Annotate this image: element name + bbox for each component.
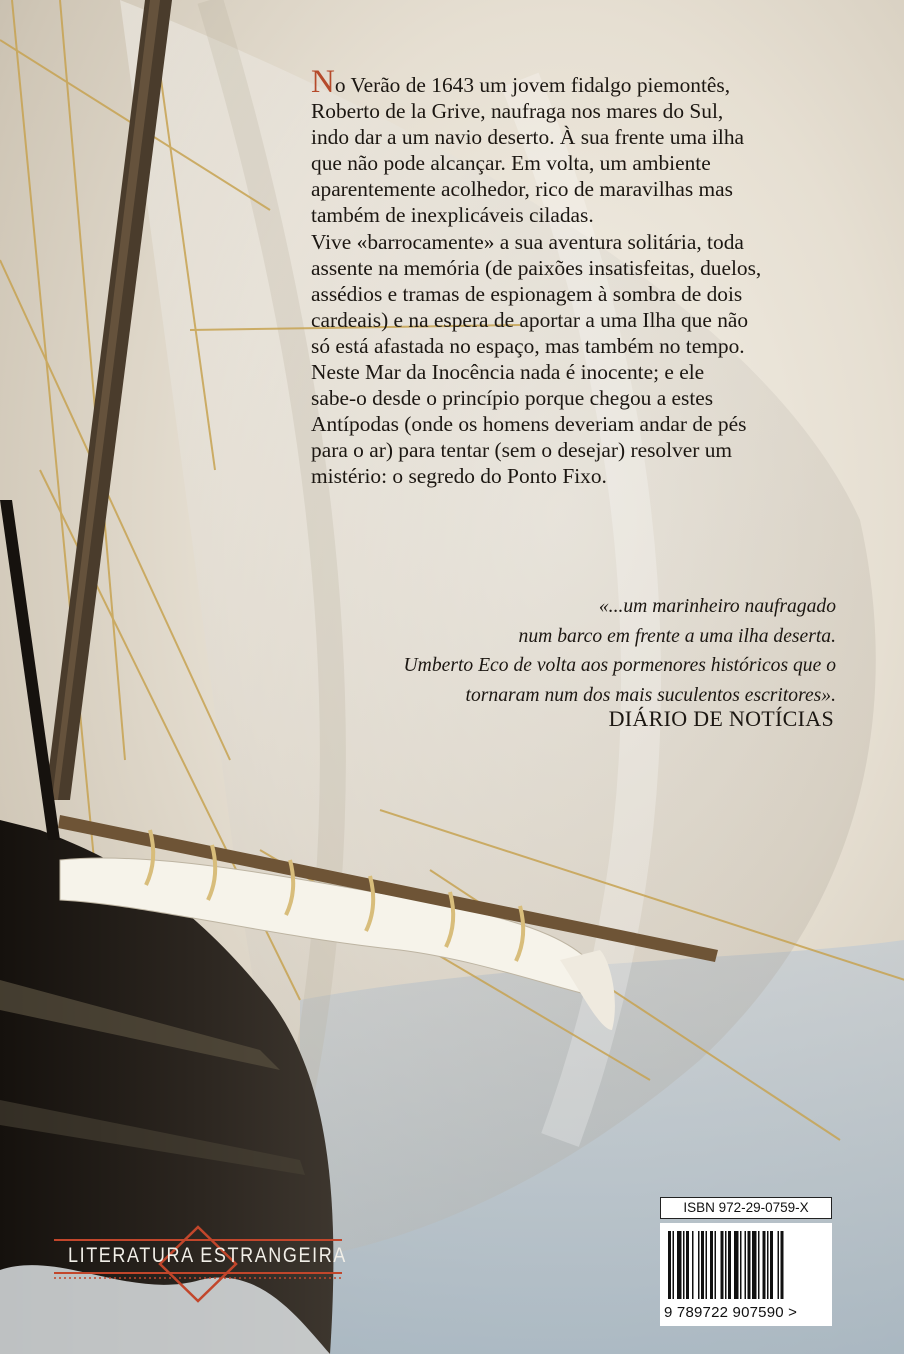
drop-cap: N xyxy=(311,64,335,100)
synopsis-line: Neste Mar da Inocência nada é inocente; e ele xyxy=(311,360,705,385)
barcode-stripe xyxy=(725,1231,727,1299)
barcode-stripe xyxy=(677,1231,682,1299)
synopsis-line: assente na memória (de paixões insatisfeitas, duelos, xyxy=(311,255,762,280)
barcode-stripe xyxy=(758,1231,760,1299)
synopsis-line: aparentemente acolhedor, rico de maravilhas mas xyxy=(311,177,734,202)
synopsis-line: indo dar a um navio deserto. À sua frente uma ilha xyxy=(311,125,745,150)
barcode-stripe xyxy=(752,1231,757,1299)
synopsis-line: também de inexplicáveis ciladas. xyxy=(311,203,594,228)
barcode-stripe xyxy=(710,1231,713,1299)
synopsis-line: assédios e tramas de espionagem à sombra de dois xyxy=(311,281,743,306)
series-label: LITERATURA ESTRANGEIRA xyxy=(68,1243,347,1267)
barcode-stripe xyxy=(692,1231,694,1299)
barcode-stripe xyxy=(721,1231,724,1299)
quote-line: tornaram num dos mais suculentos escritores». xyxy=(465,684,836,706)
barcode-stripe xyxy=(728,1231,731,1299)
barcode-stripe xyxy=(715,1231,717,1299)
barcode-stripe xyxy=(701,1231,704,1299)
barcode xyxy=(660,1223,832,1326)
synopsis-line: Roberto de la Grive, naufraga nos mares do Sul, xyxy=(311,99,724,124)
synopsis-line: cardeais) e na espera de aportar a uma Ilha que não xyxy=(311,307,749,332)
barcode-stripe xyxy=(683,1231,685,1299)
barcode-stripe xyxy=(698,1231,700,1299)
quote-line: num barco em frente a uma ilha deserta. xyxy=(518,625,836,647)
barcode-stripe xyxy=(686,1231,689,1299)
synopsis-line: só está afastada no espaço, mas também no tempo. xyxy=(311,333,745,358)
barcode-digits: 9 789722 907590 > xyxy=(664,1304,798,1321)
barcode-stripe xyxy=(668,1231,671,1299)
synopsis-line: Antípodas (onde os homens deveriam andar de pés xyxy=(311,412,747,437)
barcode-stripe xyxy=(740,1231,742,1299)
barcode-stripe xyxy=(748,1231,751,1299)
series-logo xyxy=(40,1221,356,1307)
barcode-stripe xyxy=(781,1231,784,1299)
barcode-stripe xyxy=(767,1231,769,1299)
isbn-label: ISBN 972-29-0759-X xyxy=(660,1197,832,1219)
synopsis-line: mistério: o segredo do Ponto Fixo. xyxy=(311,464,607,489)
barcode-stripe xyxy=(745,1231,747,1299)
synopsis-line: sabe-o desde o princípio porque chegou a estes xyxy=(311,386,714,411)
quote-line: «...um marinheiro naufragado xyxy=(598,596,836,617)
quote-line: Umberto Eco de volta aos pormenores históricos que o xyxy=(403,655,836,676)
synopsis-line: para o ar) para tentar (sem o desejar) resolver um xyxy=(311,438,733,463)
synopsis-line: que não pode alcançar. Em volta, um ambiente xyxy=(311,151,711,176)
barcode-stripe xyxy=(763,1231,766,1299)
barcode-bars xyxy=(668,1231,824,1299)
quote-source: DIÁRIO DE NOTÍCIAS xyxy=(608,706,834,731)
review-quote xyxy=(300,592,836,710)
barcode-stripe xyxy=(778,1231,780,1299)
barcode-stripe xyxy=(706,1231,708,1299)
synopsis-line: Vive «barrocamente» a sua aventura solitária, toda xyxy=(311,229,744,254)
barcode-stripe xyxy=(770,1231,773,1299)
barcode-stripe xyxy=(734,1231,739,1299)
synopsis-text xyxy=(311,64,841,490)
barcode-stripe xyxy=(673,1231,675,1299)
synopsis-line: No Verão de 1643 um jovem fidalgo piemontês, xyxy=(311,64,731,100)
